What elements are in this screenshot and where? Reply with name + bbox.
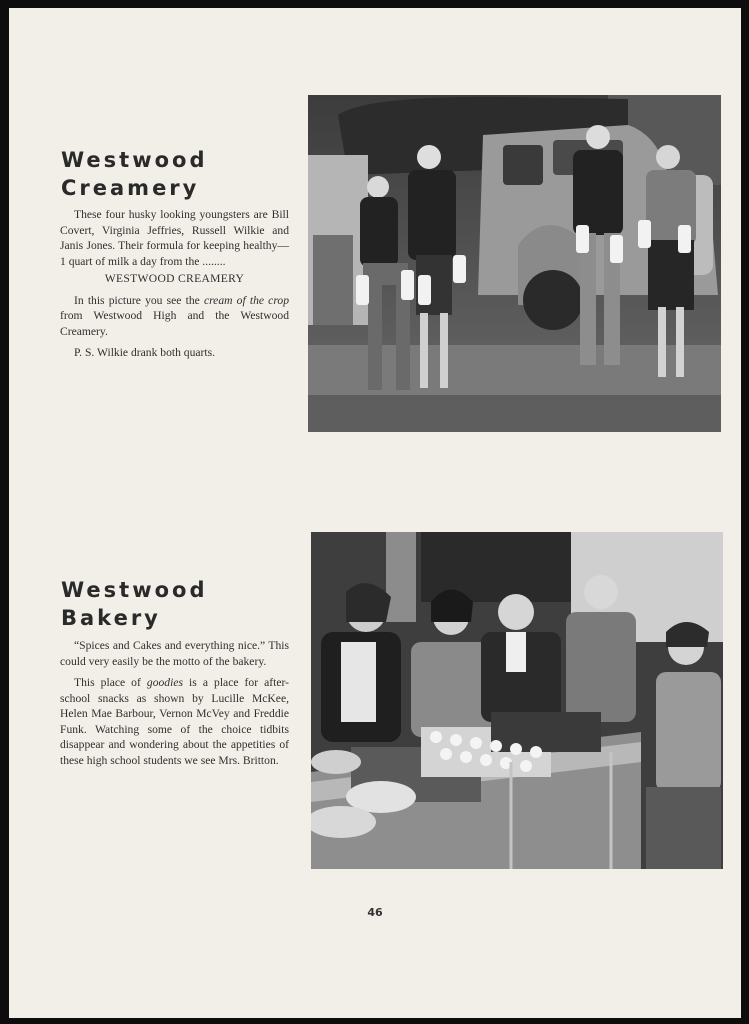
bakery-heading — [61, 576, 207, 632]
creamery-photo-illustration — [308, 95, 721, 432]
creamery-caption — [60, 207, 289, 367]
creamery-paragraph-2-text-a: In this picture you see the — [74, 293, 204, 307]
creamery-paragraph-2 — [60, 293, 289, 340]
bakery-paragraph-1: “Spices and Cakes and everything nice.” This could very easily be the motto of the bakery. — [60, 639, 289, 668]
bakery-caption — [60, 638, 289, 774]
bakery-photo — [311, 532, 723, 869]
bakery-paragraph-2 — [60, 675, 289, 768]
creamery-paragraph-2-text-b: from Westwood High and the Westwood Creamery. — [60, 309, 289, 338]
bakery-paragraph-2-emphasis: goodies — [146, 676, 183, 689]
bakery-heading-line1: Westwood — [61, 578, 208, 602]
creamery-paragraph-1: These four husky looking youngsters are Bill Covert, Virginia Jeffries, Russell Wilkie and Janis Jones. Their formula for keeping healthy— 1 quart of milk a day from the ........ — [60, 208, 289, 268]
creamery-heading-line2: Creamery — [61, 176, 200, 200]
bakery-heading-line2: Bakery — [61, 606, 161, 630]
creamery-paragraph-1-end: WESTWOOD CREAMERY — [104, 272, 245, 285]
creamery-heading-line1: Westwood — [61, 148, 208, 172]
creamery-paragraph-2-emphasis: cream of the crop — [203, 293, 289, 307]
page-number: 46 — [367, 906, 383, 919]
yearbook-page — [9, 8, 741, 1018]
creamery-paragraph-3: P. S. Wilkie drank both quarts. — [74, 346, 216, 359]
creamery-photo — [308, 95, 721, 432]
creamery-heading — [61, 146, 207, 202]
bakery-paragraph-2-text-b: is a place for after-school snacks as shown by Lucille McKee, Helen Mae Barbour, Vernon McVey and Freddie Funk. Watching some of the choice tidbits disappear and wondering about the appetities of these high school students we see Mrs. Britton. — [60, 676, 289, 767]
bakery-paragraph-2-text-a: This place of — [74, 676, 147, 689]
bakery-photo-illustration — [311, 532, 723, 869]
